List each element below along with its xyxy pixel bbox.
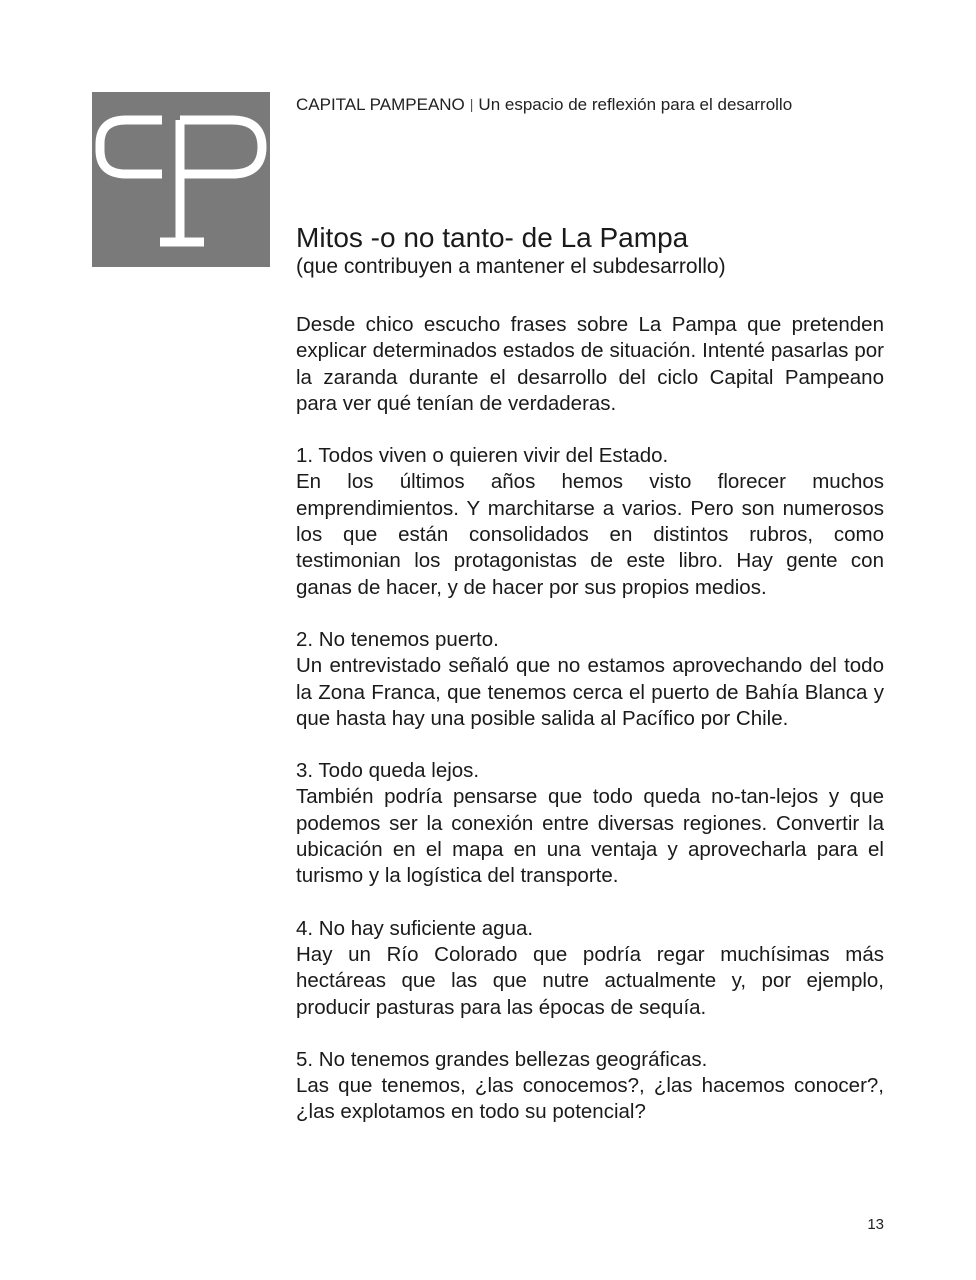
article-title: Mitos -o no tanto- de La Pampa [296,222,689,253]
myth-item [296,443,884,601]
article-intro: Desde chico escucho frases sobre La Pampa que pretenden explicar determinados estados de situación. Intenté pasarlas por la zaranda durante el desarrollo del ciclo Capital Pampeano para ver qué tenían de verdaderas. [296,313,884,415]
myth-body: Hay un Río Colorado que podría regar muchísimas más hectáreas que las que nutre actualmente y, por ejemplo, producir pasturas para las épocas de sequía. [296,942,884,1019]
myth-title: 4. No hay suficiente agua. [296,916,534,940]
header-tagline: Un espacio de reflexión para el desarrollo [478,95,793,114]
article [296,222,884,1126]
header-separator: | [469,96,474,112]
myth-body: En los últimos años hemos visto florecer muchos emprendimientos. Y marchitarse a varios. Pero son numerosos los que están consolidados en distintos rubros, como testimonian los protagonistas de este libro. Hay gente con ganas de hacer, y de hacer por sus propios medios. [296,470,884,599]
capital-pampeano-logo [92,92,270,267]
myth-title: 1. Todos viven o quieren vivir del Estado. [296,444,669,468]
page-number: 13 [867,1216,884,1233]
header-brand: CAPITAL PAMPEANO [296,95,465,114]
cp-logo-mark [92,92,270,267]
myth-body: Un entrevistado señaló que no estamos aprovechando del todo la Zona Franca, que tenemos cerca el puerto de Bahía Blanca y que hasta hay una posible salida al Pacífico por Chile. [296,654,884,730]
page-header [296,93,792,116]
myth-body: Las que tenemos, ¿las conocemos?, ¿las hacemos conocer?, ¿las explotamos en todo su potencial? [296,1074,884,1124]
article-subtitle: (que contribuyen a mantener el subdesarrollo) [296,255,726,278]
myth-body: También podría pensarse que todo queda no-tan-lejos y que podemos ser la conexión entre diversas regiones. Convertir la ubicación en el mapa en una ventaja y aprovecharla para el turismo y la logística del transporte. [296,785,884,888]
myth-title: 5. No tenemos grandes bellezas geográficas. [296,1047,708,1071]
myth-item [296,1047,884,1126]
myth-item [296,758,884,889]
myth-item [296,916,884,1021]
myth-item [296,627,884,732]
myth-title: 3. Todo queda lejos. [296,759,480,783]
myth-title: 2. No tenemos puerto. [296,627,499,651]
